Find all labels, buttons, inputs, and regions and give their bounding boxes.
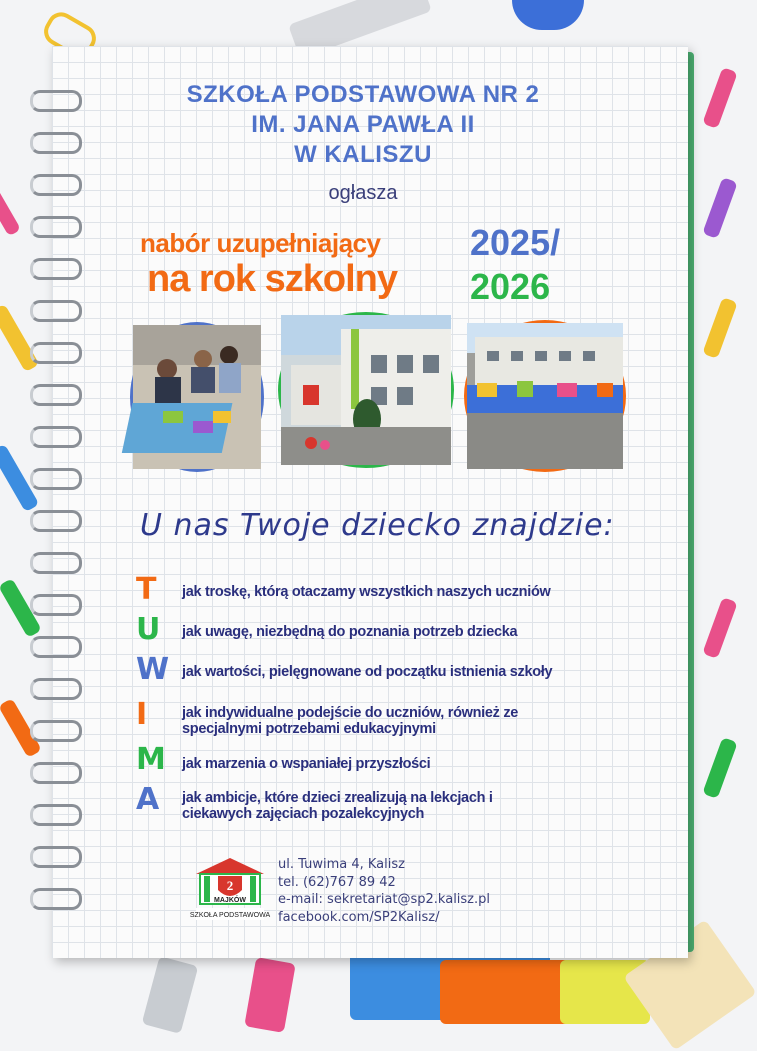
facebook-link[interactable]: facebook.com/SP2Kalisz/ <box>278 909 440 925</box>
school-year-part2: 2026 <box>470 266 551 307</box>
logo-caption: SZKOŁA PODSTAWOWA <box>189 912 271 919</box>
highlighter-decoration <box>440 960 570 1024</box>
pen-decoration <box>142 956 199 1034</box>
acrostic-letter-w: W <box>136 652 170 687</box>
offer-heading: U nas Twoje dziecko znajdzie: <box>140 508 615 543</box>
offer-item-care: jak troskę, którą otaczamy wszystkich naszych uczniów <box>182 584 551 600</box>
crayon-decoration <box>702 297 738 359</box>
school-name-line2: IM. JANA PAWŁA II <box>251 111 475 138</box>
announces-text: ogłasza <box>328 182 398 204</box>
photo-children-floor <box>130 322 264 472</box>
school-name-line3: W KALISZU <box>294 141 432 168</box>
recruitment-line1: nabór uzupełniający <box>140 228 381 258</box>
acrostic-letter-t: T <box>136 572 157 607</box>
school-year-part1: 2025/ <box>470 222 561 263</box>
recruitment-line2: na rok szkolny <box>147 258 397 300</box>
crayon-decoration <box>702 737 738 799</box>
offer-item-attention: jak uwagę, niezbędną do poznania potrzeb dziecka <box>182 624 518 640</box>
crayon-decoration <box>702 597 738 659</box>
acrostic-letter-u: U <box>136 612 161 647</box>
school-name-line1: SZKOŁA PODSTAWOWA NR 2 <box>186 81 540 108</box>
contact-info <box>278 856 490 926</box>
pen-decoration <box>244 957 296 1033</box>
photo-students-group <box>464 320 626 472</box>
acrostic-letter-a: A <box>136 782 160 817</box>
acrostic-letter-m: M <box>136 742 166 777</box>
offer-item-individual-approach: jak indywidualne podejście do uczniów, również ze specjalnymi potrzebami edukacyjnymi <box>182 705 519 737</box>
address-text: ul. Tuwima 4, Kalisz <box>278 857 405 872</box>
crayon-decoration <box>702 67 738 129</box>
school-logo <box>189 856 271 922</box>
crayon-decoration <box>0 178 21 237</box>
blue-cap-decoration <box>512 0 584 30</box>
logo-name: MAJKÓW <box>214 897 246 904</box>
phone-text: tel. (62)767 89 42 <box>278 874 396 890</box>
offer-item-ambitions: jak ambicje, które dzieci zrealizują na lekcjach i ciekawych zajęciach pozalekcyjnych <box>182 790 493 822</box>
offer-item-values: jak wartości, pielęgnowane od początku istnienia szkoły <box>182 664 553 680</box>
crayon-decoration <box>702 177 738 239</box>
photo-school-building <box>278 312 454 468</box>
offer-item-dreams: jak marzenia o wspaniałej przyszłości <box>182 756 431 772</box>
acrostic-letter-i: I <box>136 697 148 732</box>
logo-number: 2 <box>226 878 234 893</box>
email-text[interactable]: e-mail: sekretariat@sp2.kalisz.pl <box>278 892 491 907</box>
